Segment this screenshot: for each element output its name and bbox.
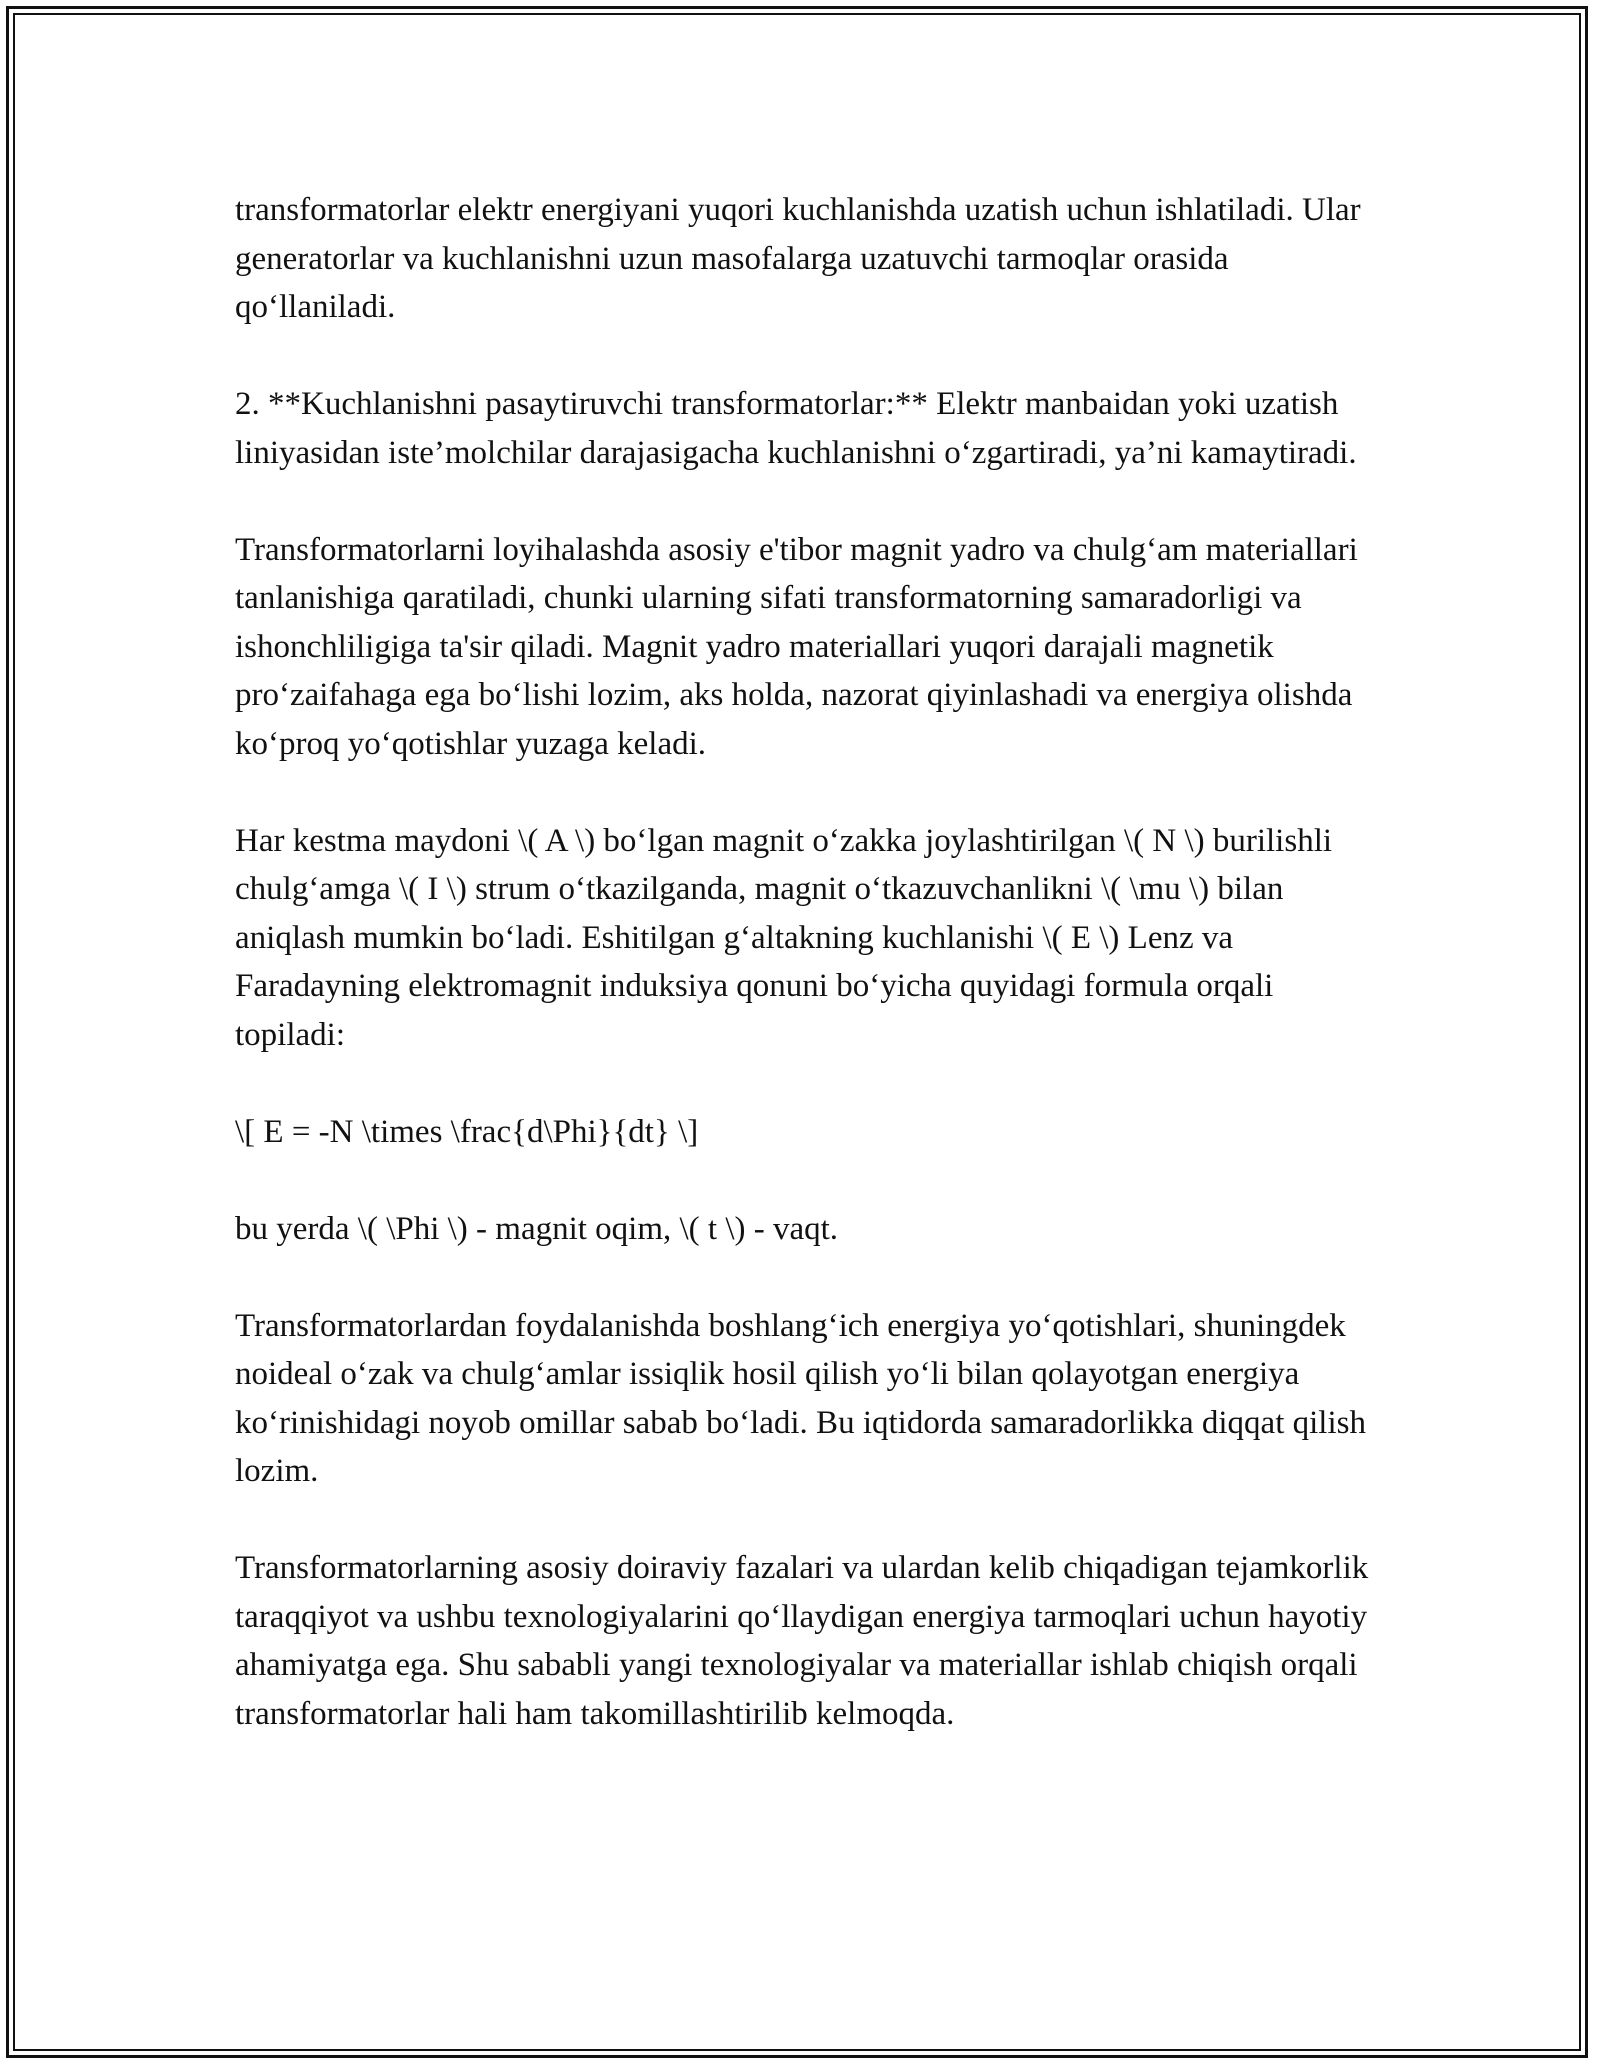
formula-emf: \[ E = -N \times \frac{d\Phi}{dt} \] xyxy=(235,1113,699,1150)
document-body xyxy=(235,186,1370,1787)
paragraph-step-up-transformers: transformatorlar elektr energiyani yuqori kuchlanishda uzatish uchun ishlatiladi. Ular generatorlar va kuchlanishni uzun masofalarga uzatuvchi tarmoqlar orasida qo‘llaniladi. xyxy=(235,192,1361,325)
paragraph-induction-law: Har kestma maydoni \( A \) bo‘lgan magnit o‘zakka joylashtirilgan \( N \) burilishli chulg‘amga \( I \) strum o‘tkazilganda, magnit o‘tkazuvchanlikni \( \mu \) bilan aniqlash mumkin bo‘ladi. Eshitilgan g‘altakning kuchlanishi \( E \) Lenz va Faradayning elektromagnit induksiya qonuni bo‘yicha quyidagi formula orqali topiladi: xyxy=(235,822,1333,1053)
paragraph-conclusion: Transformatorlarning asosiy doiraviy fazalari va ulardan kelib chiqadigan tejamkorlik taraqqiyot va ushbu texnologiyalarini qo‘llaydigan energiya tarmoqlari uchun hayotiy ahamiyatga ega. Shu sababli yangi texnologiyalar va materiallar ishlab chiqish orqali transformatorlar hali ham takomillashtirilib kelmoqda. xyxy=(235,1550,1369,1732)
paragraph-formula-legend: bu yerda \( \Phi \) - magnit oqim, \( t \) - vaqt. xyxy=(235,1210,839,1247)
paragraph-step-down-transformers: 2. **Kuchlanishni pasaytiruvchi transformatorlar:** Elektr manbaidan yoki uzatish liniyasidan iste’molchilar darajasigacha kuchlanishni o‘zgartiradi, ya’ni kamaytiradi. xyxy=(235,386,1357,471)
paragraph-energy-losses: Transformatorlardan foydalanishda boshlang‘ich energiya yo‘qotishlari, shuningdek noideal o‘zak va chulg‘amlar issiqlik hosil qilish yo‘li bilan qolayotgan energiya ko‘rinishidagi noyob omillar sabab bo‘ladi. Bu iqtidorda samaradorlikka diqqat qilish lozim. xyxy=(235,1307,1366,1489)
paragraph-design-materials: Transformatorlarni loyihalashda asosiy e'tibor magnit yadro va chulg‘am materiallari tanlanishiga qaratiladi, chunki ularning sifati transformatorning samaradorligi va ishonchliligiga ta'sir qiladi. Magnit yadro materiallari yuqori darajali magnetik pro‘zaifahaga ega bo‘lishi lozim, aks holda, nazorat qiyinlashadi va energiya olishda ko‘proq yo‘qotishlar yuzaga keladi. xyxy=(235,531,1358,762)
